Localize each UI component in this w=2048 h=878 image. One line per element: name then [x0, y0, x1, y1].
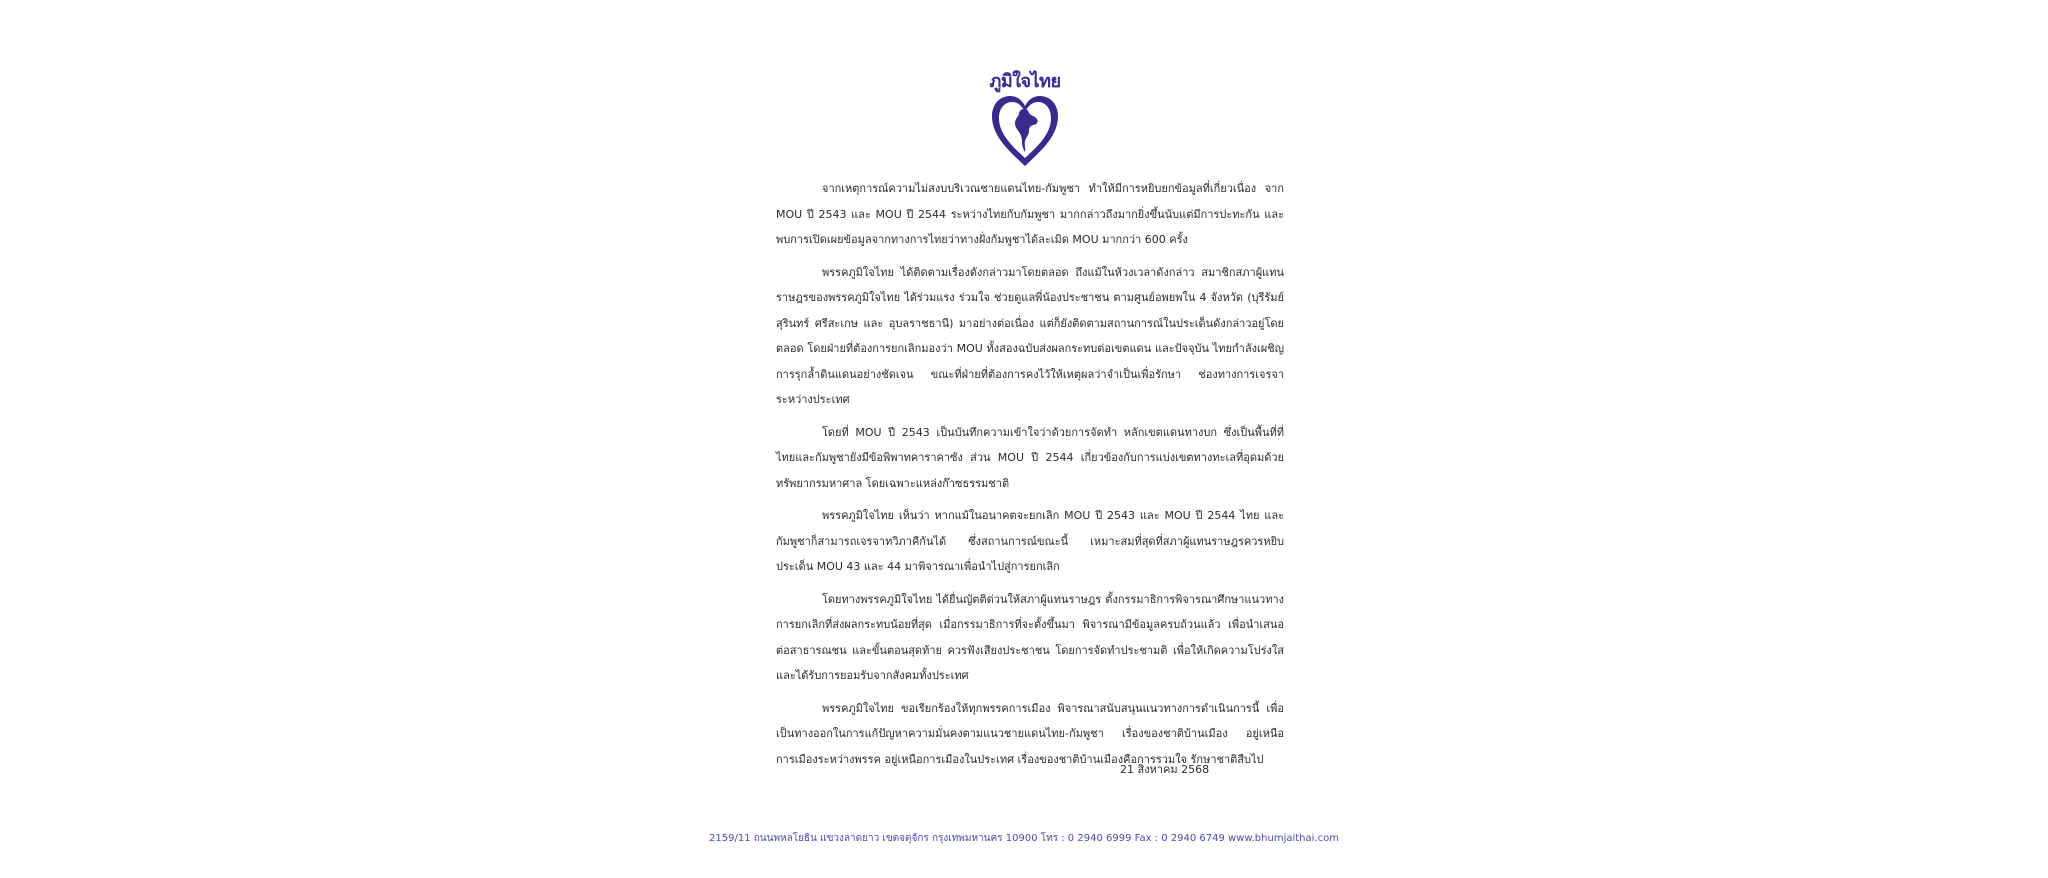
paragraph: โดยทางพรรคภูมิใจไทย ได้ยื่นญัตติด่วนให้สภาผู้แทนราษฎร ตั้งกรรมาธิการพิจารณาศึกษาแนวทางการยกเลิกที่ส่งผลกระทบน้อยที่สุด เมื่อกรรมาธิการที่จะตั้งขึ้นมา พิจารณามีข้อมูลครบถ้วนแล้ว เพื่อนำเสนอต่อสาธารณชน และขั้นตอนสุดท้าย ควรฟังเสียงประชาชน โดยการจัดทำประชามติ เพื่อให้เกิดความโปร่งใสและได้รับการยอมรับจากสังคมทั้งประเทศ: [776, 592, 1284, 682]
paragraph: จากเหตุการณ์ความไม่สงบบริเวณชายแดนไทย-กัมพูชา ทำให้มีการหยิบยกข้อมูลที่เกี่ยวเนื่อง จาก MOU ปี 2543 และ MOU ปี 2544 ระหว่างไทยกับกัมพูชา มากกล่าวถึงมากยิ่งขึ้นนับแต่มีการปะทะกัน และพบการเปิดเผยข้อมูลจากทางการไทยว่าทางฝั่งกัมพูชาได้ละเมิด MOU มากกว่า 600 ครั้ง: [776, 182, 1284, 246]
paragraph: พรรคภูมิใจไทย ได้ติดตามเรื่องดังกล่าวมาโดยตลอด ถึงแม้ในห้วงเวลาดังกล่าว สมาชิกสภาผู้แทนราษฎรของพรรคภูมิใจไทย ได้ร่วมแรง ร่วมใจ ช่วยดูแลพี่น้องประชาชน ตามศูนย์อพยพใน 4 จังหวัด (บุรีรัมย์ สุรินทร์ ศรีสะเกษ และ อุบลราชธานี) มาอย่างต่อเนื่อง แต่ก็ยังติดตามสถานการณ์ในประเด็นดังกล่าวอยู่โดยตลอด โดยฝ่ายที่ต้องการยกเลิกมองว่า MOU ทั้งสองฉบับส่งผลกระทบต่อเขตแดน และปัจจุบัน ไทยกำลังเผชิญการรุกล้ำดินแดนอย่างชัดเจน ขณะที่ฝ่ายที่ต้องการคงไว้ให้เหตุผลว่าจำเป็นเพื่อรักษา ช่องทางการเจรจาระหว่างประเทศ: [776, 265, 1284, 406]
paragraph: พรรคภูมิใจไทย ขอเรียกร้องให้ทุกพรรคการเมือง พิจารณาสนับสนุนแนวทางการดำเนินการนี้ เพื่อเป็นทางออกในการแก้ปัญหาความมั่นคงตามแนวชายแดนไทย-กัมพูชา เรื่องของชาติบ้านเมือง อยู่เหนือการเมืองระหว่างพรรค อยู่เหนือการเมืองในประเทศ เรื่องของชาติบ้านเมืองคือการรวมใจ รักษาชาติสืบไป: [776, 701, 1284, 766]
paragraph: โดยที่ MOU ปี 2543 เป็นบันทึกความเข้าใจว่าด้วยการจัดทำ หลักเขตแดนทางบก ซึ่งเป็นพื้นที่ที่ไทยและกัมพูชายังมีข้อพิพาทคาราคาซัง ส่วน MOU ปี 2544 เกี่ยวข้องกับการแบ่งเขตทางทะเลที่อุดมด้วยทรัพยากรมหาศาล โดยเฉพาะแหล่งก๊าซธรรมชาติ: [776, 425, 1284, 490]
party-logo: [988, 72, 1062, 168]
heart-map-icon: [988, 86, 1062, 172]
paragraph: พรรคภูมิใจไทย เห็นว่า หากแม้ในอนาคตจะยกเลิก MOU ปี 2543 และ MOU ปี 2544 ไทย และกัมพูชาก็สามารถเจรจาทวิภาคีกันได้ ซึ่งสถานการณ์ขณะนี้ เหมาะสมที่สุดที่สภาผู้แทนราษฎรควรหยิบประเด็น MOU 43 และ 44 มาพิจารณาเพื่อนำไปสู่การยกเลิก: [776, 509, 1284, 573]
logo-wordmark: ภูมิใจไทย: [989, 71, 1061, 92]
letter-body: [776, 176, 1284, 779]
letter-date: 21 สิงหาคม 2568: [1120, 763, 1210, 776]
footer-address: 2159/11 ถนนพหลโยธิน แขวงลาดยาว เขตจตุจักร กรุงเทพมหานคร 10900 โทร : 0 2940 6999 Fax : 0 2940 6749 www.bhumjaithai.com: [709, 833, 1339, 844]
